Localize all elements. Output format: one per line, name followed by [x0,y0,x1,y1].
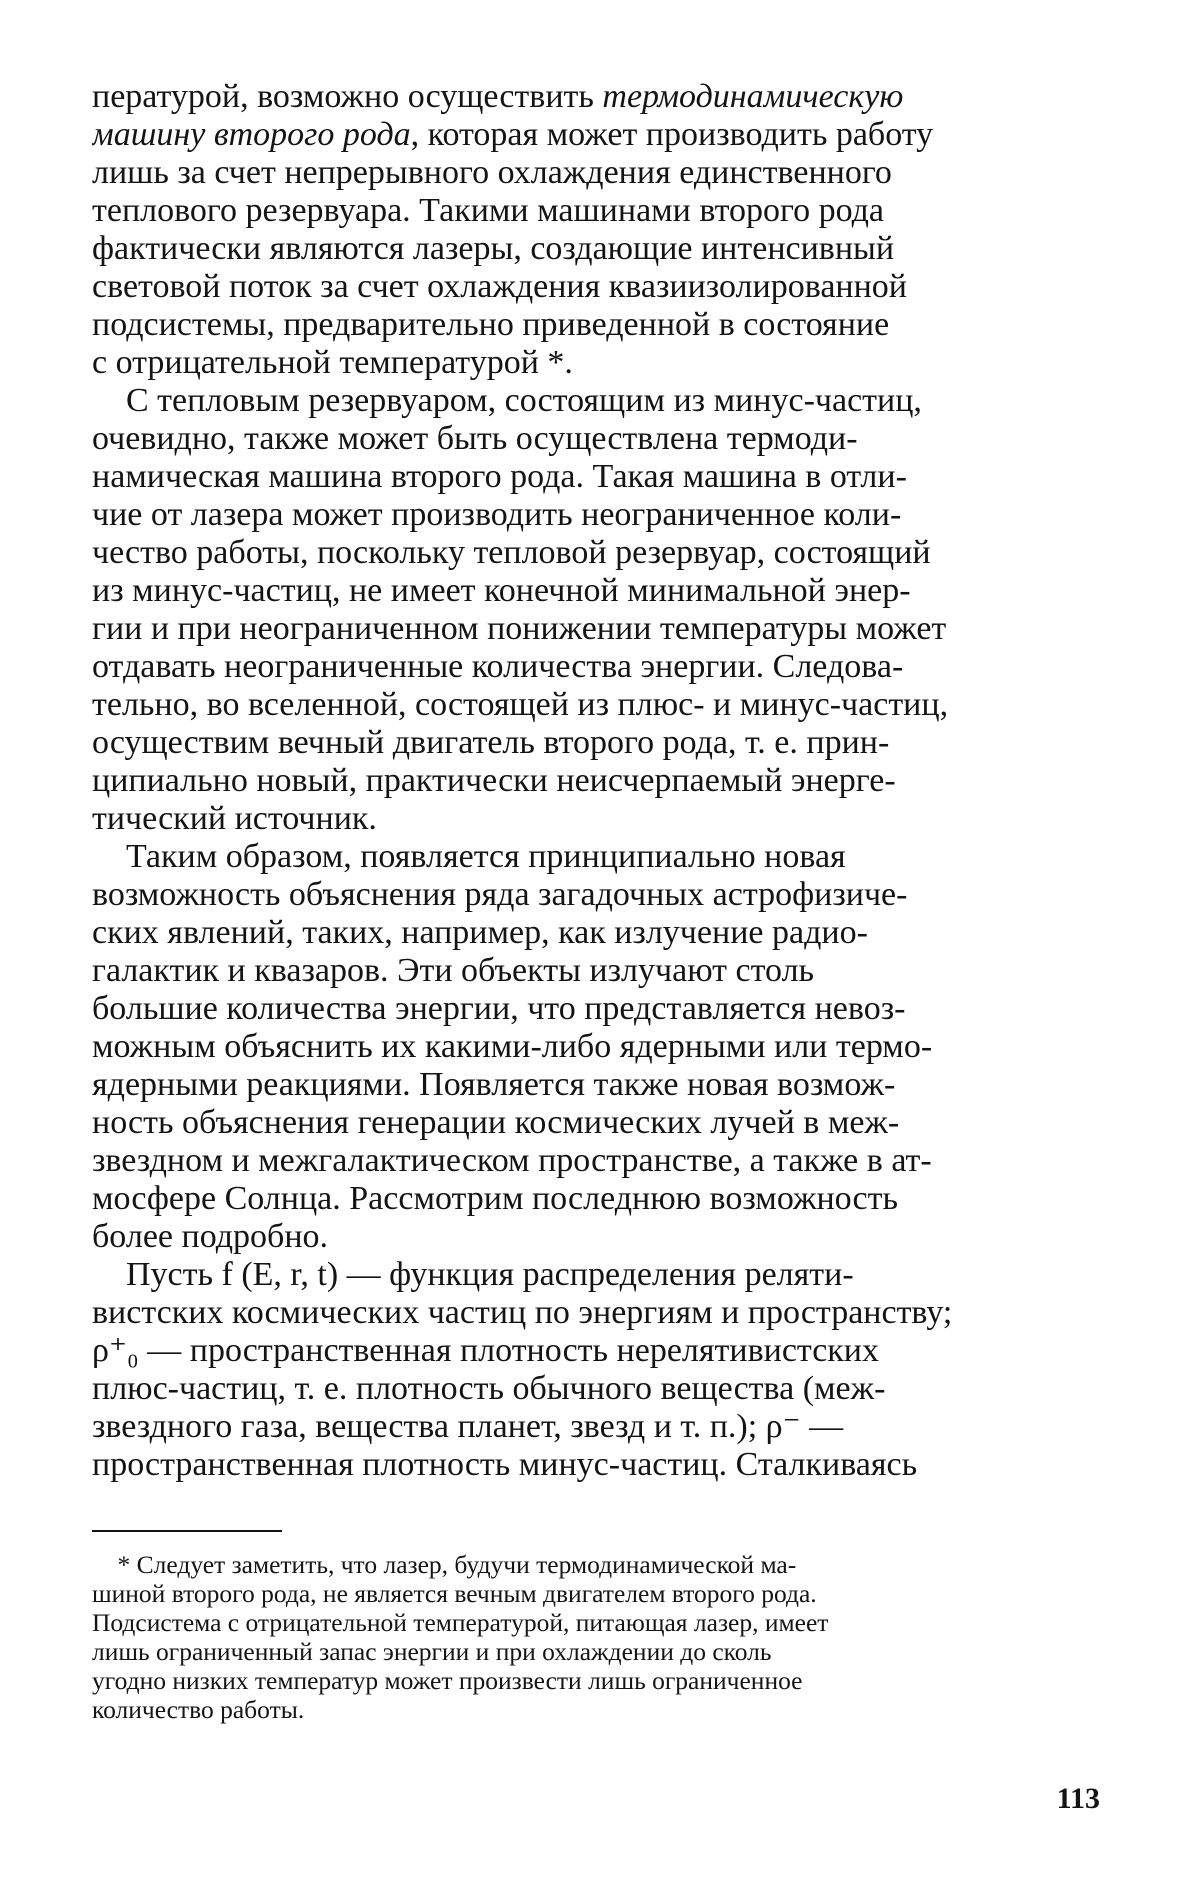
text-line: очевидно, также может быть осуществлена термоди- [92,420,858,457]
text-line: ских явлений, таких, например, как излучение радио- [92,914,868,951]
footnote-line: количество работы. [92,1695,305,1724]
text-line: вистских космических частиц по энергиям и пространству; [92,1294,953,1331]
text-line: с отрицательной температурой *. [92,344,573,381]
text-line: тический источник. [92,800,377,837]
text-segment: , которая может производить работу [410,116,934,153]
footnote-line: лишь ограниченный запас энергии и при охлаждении до сколь [92,1637,772,1666]
text-line: звездного газа, вещества планет, звезд и т. п.); ρ⁻ — [92,1408,844,1445]
text-line: лишь за счет непрерывного охлаждения единственного [92,154,892,191]
text-segment: пературой, возможно осуществить [92,78,603,115]
text-line: гии и при неограниченном понижении температуры может [92,610,947,647]
paragraph [92,1256,1102,1484]
text-line: С тепловым резервуаром, состоящим из минус-частиц, [92,382,922,419]
text-line: фактически являются лазеры, создающие интенсивный [92,230,895,267]
paragraph [92,838,1102,1256]
text-line: осуществим вечный двигатель второго рода, т. е. прин- [92,724,890,761]
text-line: подсистемы, предварительно приведенной в состояние [92,306,890,343]
text-line: звездном и межгалактическом пространстве, а также в ат- [92,1142,932,1179]
text-line: ципиально новый, практически неисчерпаемый энерге- [92,762,896,799]
text-line: чие от лазера может производить неограниченное коли- [92,496,902,533]
text-line: большие количества энергии, что представляется невоз- [92,990,906,1027]
text-line: световой поток за счет охлаждения квазиизолированной [92,268,908,305]
page-number: 113 [1056,1782,1100,1815]
text-line [92,116,1102,154]
text-line: ядерными реакциями. Появляется также новая возмож- [92,1066,896,1103]
text-line: теплового резервуара. Такими машинами второго рода [92,192,884,229]
paragraph [92,78,1102,382]
paragraph [92,382,1102,838]
text-line: отдавать неограниченные количества энергии. Следова- [92,648,904,685]
text-line: Таким образом, появляется принципиально новая [92,838,846,875]
text-line: Пусть f (E, r, t) — функция распределения реляти- [92,1256,854,1293]
text-line: возможность объяснения ряда загадочных астрофизиче- [92,876,908,913]
footnote-divider [92,1530,282,1532]
text-line: намическая машина второго рода. Такая машина в отли- [92,458,907,495]
text-line: тельно, во вселенной, состоящей из плюс- и минус-частиц, [92,686,949,723]
text-line: пространственная плотность минус-частиц. Сталкиваясь [92,1446,918,1483]
footnote-line: * Следует заметить, что лазер, будучи термодинамической ма- [92,1550,797,1579]
text-line: галактик и квазаров. Эти объекты излучают столь [92,952,815,989]
text-line: из минус-частиц, не имеет конечной минимальной энер- [92,572,911,609]
footnote-line: угодно низких температур может произвести лишь ограниченное [92,1666,803,1695]
text-line: плюс-частиц, т. е. плотность обычного вещества (меж- [92,1370,886,1407]
text-line: можным объяснить их какими-либо ядерными или термо- [92,1028,933,1065]
text-line: ность объяснения генерации космических лучей в меж- [92,1104,900,1141]
text-line [92,78,1102,116]
text-segment-italic: термодинамическую [602,78,904,115]
text-segment-italic: машину второго рода [92,116,411,153]
main-text [92,78,1102,1484]
text-line: мосфере Солнца. Рассмотрим последнюю возможность [92,1180,898,1217]
text-line: более подробно. [92,1218,329,1255]
text-line: ρ⁺₀ — пространственная плотность нерелятивистских [92,1332,879,1369]
footnote [92,1550,1102,1724]
footnote-line: шиной второго рода, не является вечным двигателем второго рода. [92,1579,817,1608]
text-line: чество работы, поскольку тепловой резервуар, состоящий [92,534,931,571]
footnote-line: Подсистема с отрицательной температурой, питающая лазер, имеет [92,1608,829,1637]
